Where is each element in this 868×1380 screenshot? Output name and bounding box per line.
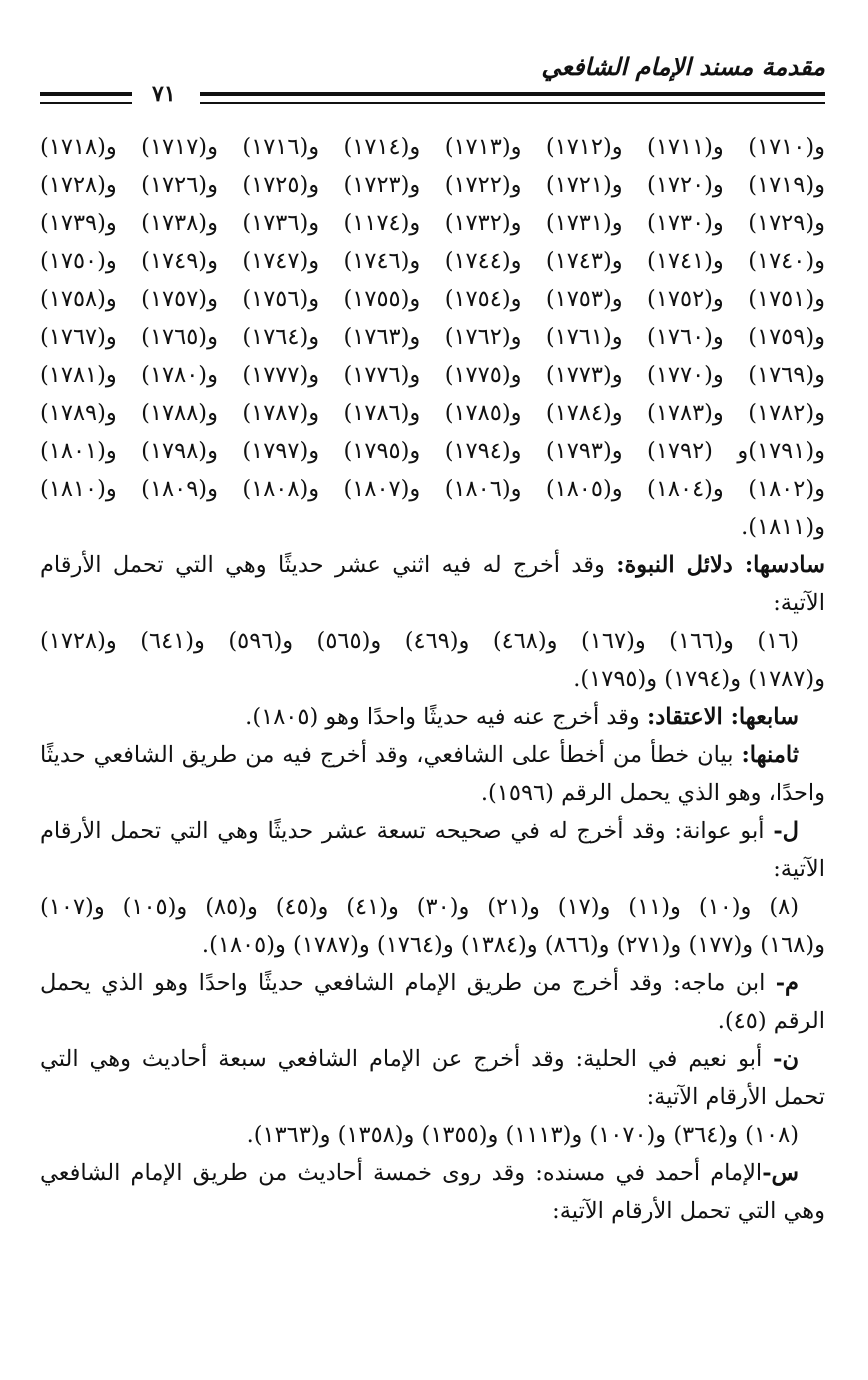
paragraph <box>40 736 825 812</box>
paragraph-label: ل- <box>773 818 799 844</box>
paragraph-text: الإمام أحمد في مسنده: وقد روى خمسة أحاديث من طريق الإمام الشافعي وهي التي تحمل الأرقام الآتية: <box>40 1160 825 1224</box>
hadith-number-list <box>40 1116 825 1154</box>
paragraph <box>40 546 825 622</box>
number-line: (١٦) و(١٦٦) و(١٦٧) و(٤٦٨) و(٤٦٩) و(٥٦٥) و(٥٩٦) و(٦٤١) و(١٧٢٨) <box>40 628 800 654</box>
number-line: و(١٧٨٢) و(١٧٨٣) و(١٧٨٤) و(١٧٨٥) و(١٧٨٦) و(١٧٨٧) و(١٧٨٨) و(١٧٨٩) <box>40 400 825 426</box>
paragraph-text: أبو عوانة: وقد أخرج له في صحيحه تسعة عشر حديثًا وهي التي تحمل الأرقام الآتية: <box>40 818 825 882</box>
paragraph <box>40 964 825 1040</box>
hadith-number-list <box>40 888 825 964</box>
paragraph-label: سادسها: دلائل النبوة: <box>616 552 825 578</box>
running-title: مقدمة مسند الإمام الشافعي <box>541 52 825 81</box>
paragraph <box>40 698 825 736</box>
paragraph <box>40 812 825 888</box>
page-header <box>40 40 825 110</box>
paragraph-label: ن- <box>773 1046 799 1072</box>
number-line: و(١٧٥١) و(١٧٥٢) و(١٧٥٣) و(١٧٥٤) و(١٧٥٥) و(١٧٥٦) و(١٧٥٧) و(١٧٥٨) <box>40 286 825 312</box>
number-line: و(١٧١٩) و(١٧٢٠) و(١٧٢١) و(١٧٢٢) و(١٧٢٣) و(١٧٢٥) و(١٧٢٦) و(١٧٢٨) <box>40 172 825 198</box>
paragraph-label: سابعها: الاعتقاد: <box>646 704 799 730</box>
paragraph-label: م- <box>775 970 799 996</box>
number-line: و(١٧٩١)و (١٧٩٢) و(١٧٩٣) و(١٧٩٤) و(١٧٩٥) و(١٧٩٧) و(١٧٩٨) و(١٨٠١) <box>40 438 825 464</box>
header-rule-long <box>200 92 825 104</box>
page-number: ٧١ <box>152 81 176 107</box>
number-line: و(١٧١٠) و(١٧١١) و(١٧١٢) و(١٧١٣) و(١٧١٤) و(١٧١٦) و(١٧١٧) و(١٧١٨) <box>40 134 825 160</box>
number-line: و(١٧٥٩) و(١٧٦٠) و(١٧٦١) و(١٧٦٢) و(١٧٦٣) و(١٧٦٤) و(١٧٦٥) و(١٧٦٧) <box>40 324 825 350</box>
paragraph-text: ابن ماجه: وقد أخرج من طريق الإمام الشافعي حديثًا واحدًا وهو الذي يحمل الرقم (٤٥). <box>40 970 825 1034</box>
number-line: و(١٧٨٧) و(١٧٩٤) و(١٧٩٥). <box>573 666 825 692</box>
number-line: و(١٧٢٩) و(١٧٣٠) و(١٧٣١) و(١٧٣٢) و(١١٧٤) و(١٧٣٦) و(١٧٣٨) و(١٧٣٩) <box>40 210 825 236</box>
hadith-number-list <box>40 622 825 698</box>
number-line: (١٠٨) و(٣٦٤) و(١٠٧٠) و(١١١٣) و(١٣٥٥) و(١٣٥٨) و(١٣٦٣). <box>246 1122 799 1148</box>
paragraph-text: بيان خطأ من أخطأ على الشافعي، وقد أخرج فيه من طريق الشافعي حديثًا واحدًا، وهو الذي يحمل الرقم (١٥٩٦). <box>40 742 825 806</box>
hadith-number-list <box>40 128 825 546</box>
paragraph-text: أبو نعيم في الحلية: وقد أخرج عن الإمام الشافعي سبعة أحاديث وهي التي تحمل الأرقام الآتية: <box>40 1046 825 1110</box>
number-line: و(١٨١١). <box>741 514 825 540</box>
paragraph <box>40 1154 825 1230</box>
number-line: و(١٧٤٠) و(١٧٤١) و(١٧٤٣) و(١٧٤٤) و(١٧٤٦) و(١٧٤٧) و(١٧٤٩) و(١٧٥٠) <box>40 248 825 274</box>
number-line: و(١٦٨) و(١٧٧) و(٢٧١) و(٨٦٦) و(١٣٨٤) و(١٧٦٤) و(١٧٨٧) و(١٨٠٥). <box>201 932 825 958</box>
paragraph-text: وقد أخرج له فيه اثني عشر حديثًا وهي التي تحمل الأرقام الآتية: <box>40 552 825 616</box>
header-rule-short <box>40 92 132 104</box>
paragraph <box>40 1040 825 1116</box>
number-line: و(١٨٠٢) و(١٨٠٤) و(١٨٠٥) و(١٨٠٦) و(١٨٠٧) و(١٨٠٨) و(١٨٠٩) و(١٨١٠) <box>40 476 825 502</box>
paragraph-label: ثامنها: <box>741 742 799 768</box>
number-line: و(١٧٦٩) و(١٧٧٠) و(١٧٧٣) و(١٧٧٥) و(١٧٧٦) و(١٧٧٧) و(١٧٨٠) و(١٧٨١) <box>40 362 825 388</box>
paragraph-text: وقد أخرج عنه فيه حديثًا واحدًا وهو (١٨٠٥). <box>245 704 647 730</box>
page-body <box>40 128 825 1230</box>
number-line: (٨) و(١٠) و(١١) و(١٧) و(٢١) و(٣٠) و(٤١) و(٤٥) و(٨٥) و(١٠٥) و(١٠٧) <box>40 894 799 920</box>
paragraph-label: س- <box>762 1160 799 1186</box>
